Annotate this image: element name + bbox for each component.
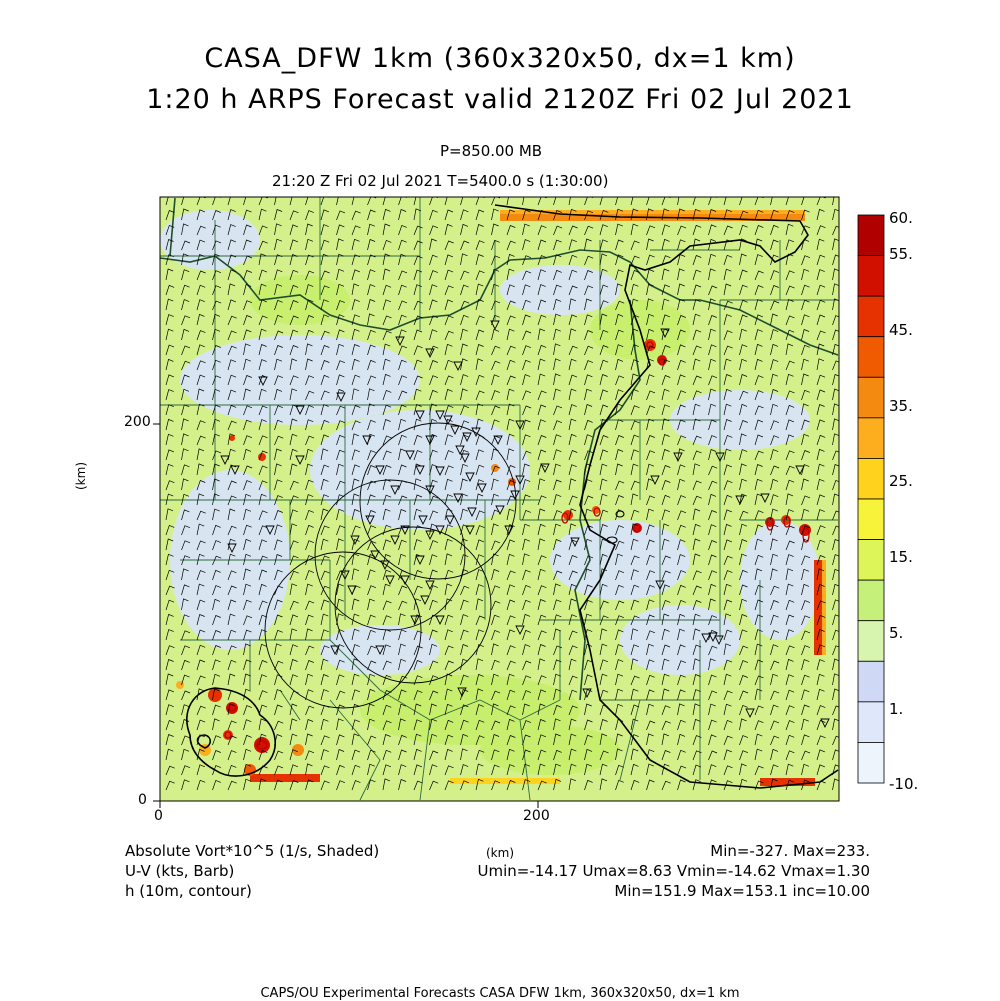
- colorbar-swatch: [858, 256, 884, 297]
- y-tick-200: 200: [124, 414, 151, 430]
- legend-field-wind: U-V (kts, Barb): [125, 862, 235, 880]
- y-tick-0: 0: [138, 792, 147, 808]
- colorbar-swatch: [858, 296, 884, 337]
- colorbar-swatch: [858, 540, 884, 581]
- legend-minmax-height: Min=151.9 Max=153.1 inc=10.00: [614, 882, 870, 900]
- colorbar-swatch: [858, 702, 884, 743]
- legend-minmax-vorticity: Min=-327. Max=233.: [710, 842, 870, 860]
- x-tick-0: 0: [154, 808, 163, 824]
- legend-minmax-wind: Umin=-14.17 Umax=8.63 Vmin=-14.62 Vmax=1.30: [477, 862, 870, 880]
- colorbar-label: 35.: [889, 397, 913, 415]
- y-axis-unit: (km): [74, 461, 88, 490]
- colorbar: [858, 215, 884, 783]
- legend-field-vorticity: Absolute Vort*10^5 (1/s, Shaded): [125, 842, 380, 860]
- colorbar-swatch: [858, 499, 884, 540]
- colorbar-label: 60.: [889, 209, 913, 227]
- colorbar-label: 15.: [889, 548, 913, 566]
- colorbar-swatch: [858, 215, 884, 256]
- colorbar-label: 55.: [889, 245, 913, 263]
- colorbar-swatch: [858, 337, 884, 378]
- colorbar-swatch: [858, 377, 884, 418]
- colorbar-label: -10.: [889, 775, 919, 793]
- x-axis-unit: (km): [486, 846, 515, 860]
- title-line-2: 1:20 h ARPS Forecast valid 2120Z Fri 02 Jul 2021: [146, 84, 854, 115]
- colorbar-swatch: [858, 580, 884, 621]
- footer: CAPS/OU Experimental Forecasts CASA DFW 1km, 360x320x50, dx=1 km: [260, 986, 740, 1001]
- valid-time: 21:20 Z Fri 02 Jul 2021 T=5400.0 s (1:30:00): [272, 172, 609, 190]
- colorbar-label: 45.: [889, 321, 913, 339]
- colorbar-swatch: [858, 418, 884, 459]
- pressure-level: P=850.00 MB: [440, 142, 543, 160]
- legend-field-height: h (10m, contour): [125, 882, 252, 900]
- colorbar-label: 5.: [889, 624, 904, 642]
- title-line-1: CASA_DFW 1km (360x320x50, dx=1 km): [204, 43, 796, 74]
- colorbar-label: 1.: [889, 700, 904, 718]
- colorbar-swatch: [858, 742, 884, 783]
- colorbar-swatch: [858, 661, 884, 702]
- colorbar-swatch: [858, 621, 884, 662]
- colorbar-label: 25.: [889, 472, 913, 490]
- colorbar-swatch: [858, 458, 884, 499]
- x-tick-200: 200: [523, 808, 550, 824]
